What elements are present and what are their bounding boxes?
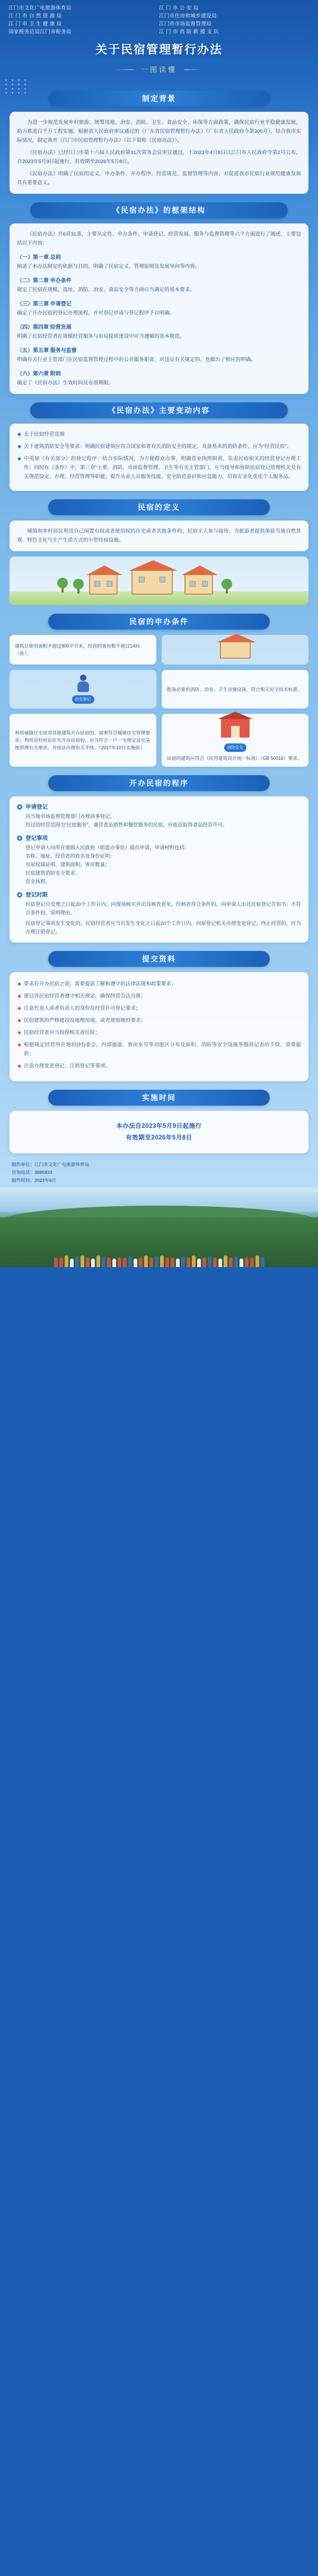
house-icon — [184, 573, 213, 595]
procedure-step-header — [17, 803, 301, 811]
list-item: 要求在开办民宿之前，需要提前了解和遵守的法律法规和政策要求； — [17, 980, 301, 989]
section-band-procedure: 开办民宿的程序 — [48, 775, 269, 791]
procedure-step-header — [17, 891, 301, 899]
framework-item-title: （三）第三章 申请登记 — [17, 301, 72, 307]
definition-card — [10, 520, 308, 551]
org-line: 江门市市场监督管理局 — [159, 21, 212, 27]
tips-list — [17, 980, 301, 1071]
badge-public-security: 治安登记 — [72, 695, 94, 704]
section-band-time: 实施时间 — [48, 1090, 269, 1106]
footer-producer: 制作单位：江门市文化广电旅游体育局 — [12, 1162, 90, 1167]
condition-cell — [10, 635, 156, 665]
section-band-changes: 《民宿办法》主要变动内容 — [30, 402, 287, 418]
procedure-step — [17, 803, 301, 829]
step-bullet-icon — [17, 804, 22, 810]
list-item: 民宿经营者应当投保相关责任险； — [17, 1028, 301, 1037]
list-item: 关于民宿经营范围 — [17, 430, 301, 439]
list-item: 民宿建筑的严格建设及地理用地、或者规划地形要求； — [17, 1016, 301, 1025]
org-line: 江 门 市 消 防 救 援 支 队 — [159, 29, 219, 35]
changes-card — [10, 424, 308, 491]
footer-phone: 咨询电话：3985833 — [12, 1170, 52, 1175]
condition-cell — [10, 714, 156, 767]
procedure-step-title: 申请登记 — [25, 804, 48, 810]
list-item: 关于建筑消防安全等要求：明确民宿建筑应符合国家和省有关消防安全的规定，具备基本的消防条件，应为“经营民宿”。 — [17, 442, 301, 451]
step-bullet-icon — [17, 892, 22, 897]
framework-intro: 《民宿办法》共6章31条，主要从定性、申办条件、申请登记、经营发展、服务与监督管理等六个方面进行了阐述，主要包括以下内容： — [17, 231, 301, 246]
framework-item-text: 明确有关行业主管部门在民宿监督管理过程中的公共服务职责，对违反有关规定的，也做出了相应的明确。 — [17, 357, 256, 363]
section-band-definition: 民宿的定义 — [48, 499, 269, 515]
framework-item-text: 确定了《民宿办法》生效时间及有效期限。 — [17, 380, 114, 386]
photo-crowd — [0, 1234, 318, 1267]
org-line: 江 门 市 公 安 局 — [159, 5, 199, 11]
section-procedure — [0, 775, 318, 943]
procedure-step-list-item: 名称、地址、经营者的姓名及身份证明； — [25, 853, 115, 859]
condition-illustration — [162, 635, 308, 665]
org-line: 江门市文化广电旅游体育局 — [8, 5, 72, 11]
condition-text: 民宿的建筑应符合《民用建筑设计统一标准》（GB 50016）要求。 — [167, 756, 303, 761]
procedure-step-list-item: 民宿建筑消防安全要求； — [25, 870, 81, 876]
list-item: 建议各民宿经营者遵守相关规定，确保经营合法合规； — [17, 992, 301, 1001]
framework-item-text: 阐述了本办法制定的依据与目的，明确了民宿定义、管理原则及发展导向等内容。 — [17, 264, 200, 270]
background-card — [10, 112, 308, 194]
procedure-card — [10, 796, 308, 943]
effective-start: 本办法自2023年5月9日起施行 — [116, 1123, 202, 1129]
house-icon — [89, 573, 118, 595]
footer-meta — [0, 1153, 318, 1188]
section-band-background: 制定背景 — [48, 91, 269, 106]
house-icon — [220, 641, 251, 659]
background-paragraph: 《民宿办法》明确了民宿的定义、申办条件、开办程序、经营规范、监督管理等内容，对促进我市民宿行业规范健康发展具有重要意义。 — [17, 171, 301, 186]
framework-item-title: （四）第四章 经营发展 — [17, 325, 72, 330]
procedure-step — [17, 891, 301, 936]
framework-card — [10, 223, 308, 394]
org-line: 江 门 市 自 然 资 源 局 — [8, 13, 62, 19]
footer-date: 制作时间：2023年6月 — [12, 1178, 57, 1183]
police-person-icon — [76, 675, 90, 693]
framework-item-title: （六）第六章 附则 — [17, 371, 61, 377]
section-band-conditions: 民宿的申办条件 — [48, 614, 269, 630]
section-framework — [0, 202, 318, 394]
house-icon — [131, 569, 173, 595]
section-definition — [0, 499, 318, 605]
orgs-left-column — [8, 5, 159, 35]
tree-icon — [57, 579, 68, 593]
framework-item-title: （五）第五章 服务与监督 — [17, 348, 77, 354]
infographic-page — [0, 0, 318, 1267]
condition-text: 利用城镇住宅或者其他建筑开办民宿的，需要符合城镇住宅管理要求；利用农村村民住宅开办民宿的，应当符合一户一宅规定及宅基地管理有关要求，并依法办理有关手续。（2017年10月实施前） — [15, 730, 151, 750]
definition-text: 城镇和乡村居民利用自己闲置有权或者使用权的住宅或者其他条件的，民宿主人参与接待，为旅游者提供体验当地自然景观、特色文化与生产生活方式的小型住宿设施。 — [17, 528, 301, 543]
procedure-step-list-item: 房屋权属证明、建筑面积、客房数量； — [25, 861, 110, 867]
org-line: 江门市住房和城乡建设局 — [159, 13, 217, 19]
procedure-step-list-item: 营业执照。 — [25, 878, 50, 884]
village-illustration — [10, 557, 308, 605]
orgs-right-column — [159, 5, 310, 35]
condition-illustration — [10, 670, 156, 708]
badge-fire-safety: 消防安全 — [224, 743, 246, 752]
footer-photo — [0, 1188, 318, 1267]
background-paragraph: 为进一步规范发展乡村旅游，统筹用地、治安、消防、卫生、食品安全、环保等方面政策，确保民宿行业平稳健康发展，助力推进百千万工程实施，根据省人民政府审议通过的《广东省民宿管理暂行办法》（广东省人民政府令第305号），结合我市实际情况，制定我市《江门市民宿管理暂行办法》（以下简称《民宿办法》）。 — [17, 120, 301, 143]
org-line: 国家税务总局江门市税务局 — [8, 29, 72, 35]
page-title: 关于民宿管理暂行办法 — [95, 43, 223, 56]
procedure-step — [17, 834, 301, 886]
condition-cell — [162, 714, 308, 767]
condition-text: 建筑总使用面积不超过800平方米，经营的客房数不超过14间（套）。 — [15, 643, 140, 656]
fire-safety-house-icon — [221, 719, 250, 738]
procedure-step-title: 登记时限 — [25, 892, 48, 898]
section-conditions — [0, 614, 318, 767]
issuing-organizations — [0, 0, 318, 38]
framework-item-text: 明确了民宿经营者在规模经营服务与布局提质建设中应当遵循的基本规范。 — [17, 334, 185, 339]
effective-end: 有效期至2026年5月8日 — [126, 1135, 192, 1141]
org-line: 江 门 市 卫 生 健 康 局 — [8, 21, 62, 27]
list-item: 注意代表人或者负责人的身份及经营许可登记要求； — [17, 1004, 301, 1013]
section-band-framework: 《民宿办法》的框架结构 — [30, 202, 287, 218]
changes-list — [17, 430, 301, 481]
tree-icon — [73, 580, 84, 594]
procedure-step-extra: 经过的经营范围为“民宿服务”，兼营食品销售和餐饮服务的民宿，应依法取得食品经营许可。 — [25, 822, 228, 828]
background-paragraph: 《民宿办法》已经江门市第十六届人民政府第31次常务会议审议通过，于2023年4月8日以江门市人民政府令第2号公布，自2023年5月9日起施行，有效期至2026年5月8日。 — [17, 150, 301, 165]
conditions-grid — [10, 635, 308, 767]
tree-icon — [222, 580, 232, 594]
title-block — [0, 38, 318, 77]
page-subtitle: 一图读懂 — [127, 62, 191, 76]
procedure-step-header — [17, 834, 301, 842]
framework-item-title: （一）第一章 总则 — [17, 255, 61, 261]
section-band-tips: 提交资料 — [48, 951, 269, 967]
procedure-step-extra: 民宿登记事项发生变化的，民宿经营者应当自发生变化之日起20个工作日内，向原登记机关办理变更登记；终止经营的，应当办理注销登记。 — [25, 920, 301, 935]
framework-item-text: 确定了开办民宿的登记办理流程，并对登记申请与登记程序予以明确。 — [17, 310, 175, 316]
list-item: 根据规定经营所在地居(村)委会，内部通道、客房室号等功能区分布及面积、消防等安全设施等级登记表的手续，需要提供； — [17, 1040, 301, 1058]
procedure-step-title: 登记事项 — [25, 835, 48, 841]
framework-item-title: （二）第二章 申办条件 — [17, 278, 72, 284]
condition-cell — [162, 670, 308, 708]
step-bullet-icon — [17, 836, 22, 841]
list-item: 注意办理变更登记、注销登记等事项。 — [17, 1062, 301, 1071]
list-item: 中英加《有关部分》的登记程序：结合实际情况，为方便群众办事，明确营业执照职责，负责民宿相关的经营登记办理工作；同时在《条件》中，第三章”主要、消防、市场监督管理、卫生等有关主管部门，应当指导和协助民宿登记管理机关及有关规范设定、办理、经营管理等职能，提升从业人员服务技能、安全防范意识和应急能力，培育专业化优化个人服务品。 — [17, 454, 301, 481]
tips-card — [10, 972, 308, 1081]
condition-text: 配备必要的消防、治安、卫生设施设备，符合相关安全技术标准。 — [167, 686, 303, 692]
section-effective-time — [0, 1090, 318, 1153]
procedure-step-body: 向当地市场监督管理部门办理商事登记。 — [25, 813, 115, 819]
section-tips — [0, 951, 318, 1081]
framework-item-text: 规定了民宿在规模、选址、消防、治安、食品安全等方面应当满足的基本要求。 — [17, 287, 195, 293]
procedure-step-body: 民宿登记自受理之日起20个工作日内，向现场核实并出具核查意见。经核查符合条件的，向申请人出具民宿登记告知书；不符合条件的，说明理由。 — [25, 901, 301, 915]
section-changes — [0, 402, 318, 491]
section-background — [0, 91, 318, 194]
procedure-step-body: 登记申请人向所在地镇人民政府（街道办事处）提出申请，申请材料包括： — [25, 845, 190, 850]
time-card — [10, 1111, 308, 1153]
